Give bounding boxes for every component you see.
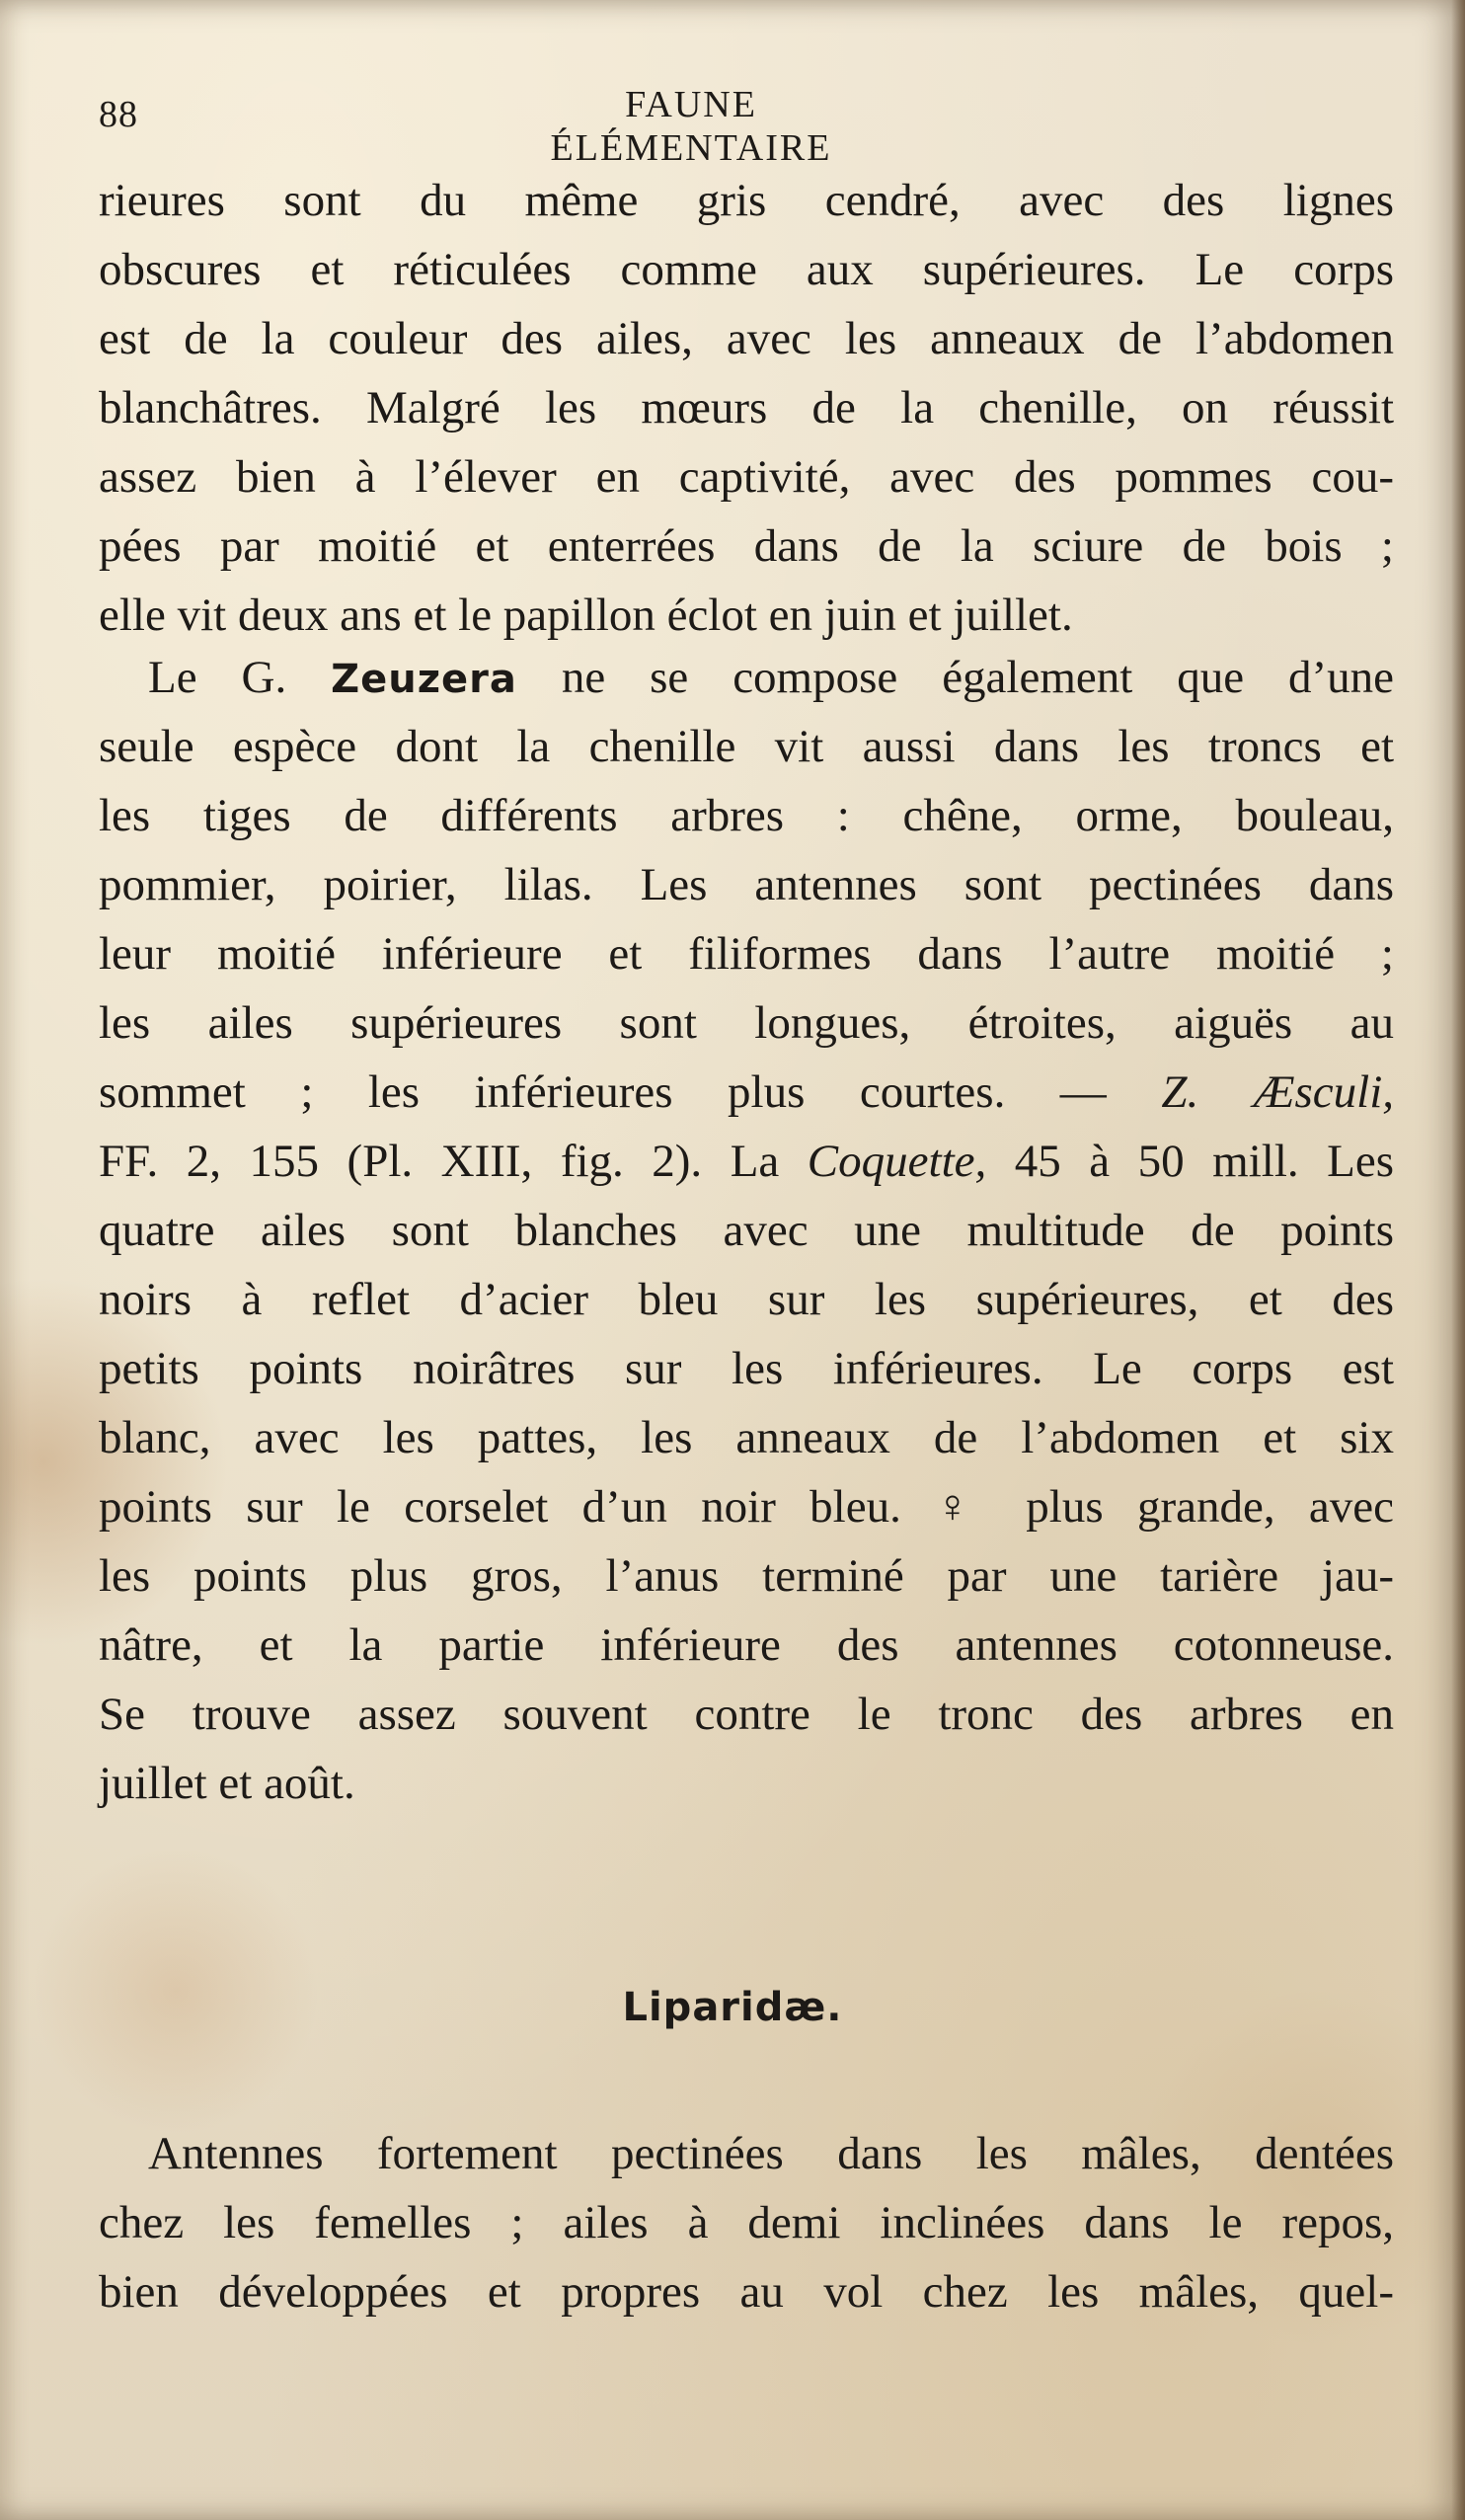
page-edge-shadow [1451, 0, 1465, 2520]
text-line: les points plus gros, l’anus terminé par une tarière jau- [99, 1550, 1394, 1602]
text-fragment: FF. 2, 155 (Pl. XIII, fig. 2). La [99, 1136, 780, 1187]
species-name: Z. Æsculi, [1161, 1066, 1395, 1118]
text-line: assez bien à l’élever en captivité, avec des pommes cou- [99, 451, 1394, 503]
text-line: noirs à reflet d’acier bleu sur les supérieures, et des [99, 1274, 1394, 1325]
running-head [99, 83, 1392, 169]
text-line: pées par moitié et enterrées dans de la sciure de bois ; [99, 520, 1394, 572]
text-line: Antennes fortement pectinées dans les mâles, dentées [148, 2128, 1394, 2179]
text-line: juillet et août. [99, 1758, 355, 1809]
text-fragment: ne se compose également que d’une [561, 652, 1395, 703]
paragraph-liparidae [99, 2119, 1394, 2326]
text-line: Se trouve assez souvent contre le tronc des arbres en [99, 1689, 1394, 1740]
running-title: FAUNE ÉLÉMENTAIRE [550, 84, 832, 169]
text-line: leur moitié inférieure et filiformes dans l’autre moitié ; [99, 928, 1394, 980]
genus-name: Zeuzera [331, 657, 517, 702]
text-fragment: 45 à 50 mill. Les [1014, 1136, 1394, 1187]
text-fragment: Le G. [148, 652, 287, 703]
section-heading: Liparidæ. [622, 1985, 843, 2030]
text-line: est de la couleur des ailes, avec les anneaux de l’abdomen [99, 313, 1394, 364]
text-line [99, 643, 1394, 712]
text-line: seule espèce dont la chenille vit aussi dans les troncs et [99, 721, 1394, 772]
text-line: rieures sont du même gris cendré, avec des lignes [99, 175, 1394, 226]
text-line: les ailes supérieures sont longues, étroites, aiguës au [99, 997, 1394, 1049]
text-line: pommier, poirier, lilas. Les antennes sont pectinées dans [99, 859, 1394, 910]
common-name: Coquette, [807, 1136, 987, 1187]
text-line: les tiges de différents arbres : chêne, orme, bouleau, [99, 790, 1394, 841]
text-line: bien développées et propres au vol chez les mâles, quel- [99, 2266, 1394, 2318]
text-line: points sur le corselet d’un noir bleu. ♀ plus grande, avec [99, 1481, 1394, 1533]
text-line [99, 1127, 1394, 1196]
page-number: 88 [99, 94, 138, 135]
text-line: elle vit deux ans et le papillon éclot en juin et juillet. [99, 590, 1073, 641]
text-line: petits points noirâtres sur les inférieures. Le corps est [99, 1343, 1394, 1394]
text-line: obscures et réticulées comme aux supérieures. Le corps [99, 244, 1394, 295]
text-line: blanc, avec les pattes, les anneaux de l’abdomen et six [99, 1412, 1394, 1463]
text-line [99, 1058, 1394, 1127]
text-line: nâtre, et la partie inférieure des antennes cotonneuse. [99, 1619, 1394, 1671]
text-line: quatre ailes sont blanches avec une multitude de points [99, 1205, 1394, 1256]
paragraph-zeuzera [99, 643, 1394, 1818]
paragraph-continuation [99, 166, 1394, 650]
text-fragment: sommet ; les inférieures plus courtes. — [99, 1066, 1107, 1118]
text-line: blanchâtres. Malgré les mœurs de la chenille, on réussit [99, 382, 1394, 433]
text-line: chez les femelles ; ailes à demi inclinées dans le repos, [99, 2197, 1394, 2248]
